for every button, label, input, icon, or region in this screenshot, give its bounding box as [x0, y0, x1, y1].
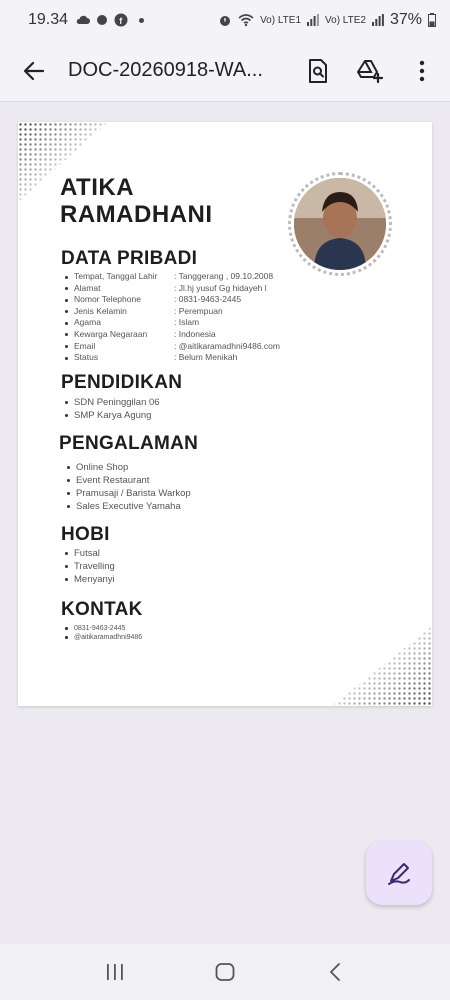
list-item: Travelling: [64, 560, 115, 573]
signal-2-icon: [372, 14, 384, 26]
document-title: DOC-20260918-WA...: [68, 59, 263, 81]
experience-list: [66, 461, 191, 513]
chevron-left-icon: [329, 963, 341, 981]
name-line-1: ATIKA: [60, 174, 135, 201]
more-options-button[interactable]: [402, 51, 442, 91]
notification-dot: [139, 18, 144, 23]
list-item: Nomor Telephone : 0831-9463-2445: [64, 294, 280, 306]
recent-apps-button[interactable]: [90, 952, 140, 992]
home-button[interactable]: [200, 952, 250, 992]
recent-apps-icon: [106, 964, 124, 980]
list-item: Tempat, Tanggal Lahir : Tanggerang , 09.10.2008: [64, 271, 280, 283]
list-item: Agama : Islam: [64, 317, 280, 329]
list-item: @aitikaramadhni9486: [64, 633, 142, 642]
list-item: Kewarga Negaraan : Indonesia: [64, 329, 280, 341]
list-item: Alamat : Jl.hj yusuf Gg hidayeh l: [64, 283, 280, 295]
app-bar-actions: [298, 51, 442, 91]
decorative-dots-bottom-right: [332, 626, 432, 706]
personal-data-list: [64, 271, 280, 364]
network-1-label: Vo) LTE1: [260, 14, 302, 26]
system-nav-bar: [0, 944, 450, 1000]
education-list: [64, 396, 160, 422]
app-bar: [0, 40, 450, 102]
list-item: Online Shop: [66, 461, 191, 474]
battery-percent: 37%: [389, 11, 422, 28]
system-back-button[interactable]: [310, 952, 360, 992]
search-document-button[interactable]: [298, 51, 338, 91]
list-item: SDN Peninggilan 06: [64, 396, 160, 409]
list-item: Menyanyi: [64, 573, 115, 586]
list-item: Futsal: [64, 547, 115, 560]
list-item: Status : Belum Menikah: [64, 352, 280, 364]
alarm-icon: [218, 13, 232, 27]
list-item: Sales Executive Yamaha: [66, 500, 191, 513]
name-line-2: RAMADHANI: [60, 201, 213, 228]
home-icon: [215, 963, 235, 981]
personal-data-heading: DATA PRIBADI: [61, 248, 198, 269]
hobby-list: [64, 547, 115, 586]
cloud-icon: [76, 14, 90, 26]
drive-add-button[interactable]: [350, 51, 390, 91]
experience-heading: PENGALAMAN: [59, 433, 199, 454]
list-item: Event Restaurant: [66, 474, 191, 487]
drive-add-icon: [356, 59, 384, 83]
signal-1-icon: [307, 14, 319, 26]
profile-photo-image: [294, 178, 386, 270]
document-page[interactable]: [18, 122, 432, 706]
list-item: SMP Karya Agung: [64, 409, 160, 422]
list-item: Email : @aitikaramadhni9486.com: [64, 341, 280, 353]
education-heading: PENDIDIKAN: [61, 372, 183, 393]
status-time: 19.34: [28, 11, 69, 28]
back-button[interactable]: [14, 51, 54, 91]
svg-text:f: f: [119, 16, 123, 26]
notification-icons: [76, 13, 144, 27]
contact-list: [64, 624, 142, 642]
list-item: 0831-9463-2445: [64, 624, 142, 633]
arrow-left-icon: [23, 61, 45, 81]
contact-heading: KONTAK: [61, 599, 143, 620]
network-2-label: Vo) LTE2: [325, 14, 366, 26]
status-bar: [0, 0, 450, 40]
list-item: Pramusaji / Barista Warkop: [66, 487, 191, 500]
hobby-heading: HOBI: [61, 524, 110, 545]
pen-edit-icon: [386, 860, 412, 886]
wifi-icon: [238, 13, 254, 27]
profile-photo: [288, 172, 392, 276]
battery-icon: [428, 13, 436, 27]
resume-name: [60, 174, 212, 228]
edit-fab-button[interactable]: [366, 841, 432, 905]
more-vert-icon: [419, 60, 425, 82]
search-document-icon: [308, 59, 328, 83]
gamepad-icon: [95, 14, 109, 26]
status-right: [218, 11, 436, 29]
list-item: Jenis Kelamin : Perempuan: [64, 306, 280, 318]
facebook-icon: [114, 13, 128, 27]
